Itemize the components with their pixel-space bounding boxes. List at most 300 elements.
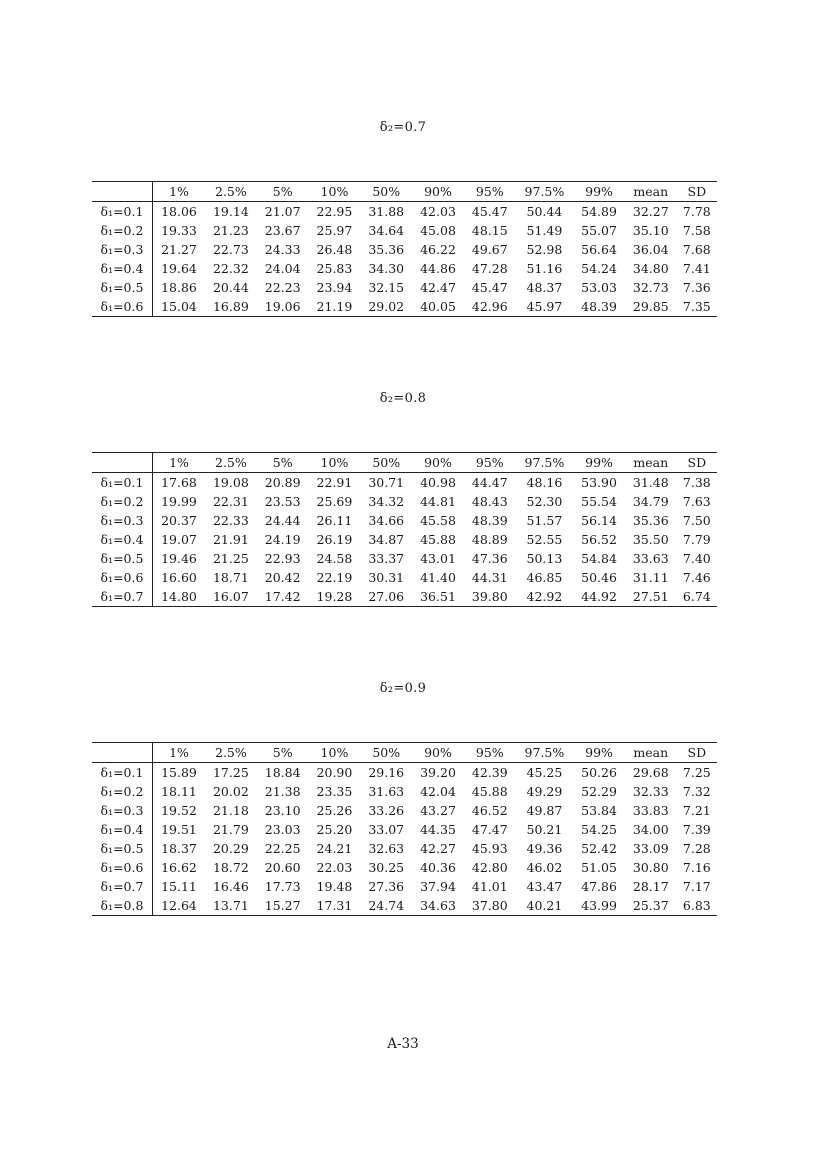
table-cell: 45.08	[420, 223, 456, 238]
table-cell: 48.15	[471, 223, 508, 238]
table-cell: 19.07	[161, 532, 197, 547]
row-label: δ₁=0.3	[92, 801, 153, 820]
table-cell: 31.63	[368, 784, 405, 799]
row-label: δ₁=0.1	[92, 763, 153, 783]
table-cell: 39.80	[471, 589, 508, 604]
table-cell: 56.52	[581, 532, 617, 547]
table-cell: 20.89	[264, 475, 301, 490]
table-cell: 7.68	[682, 242, 711, 257]
table-cell: 19.06	[264, 299, 301, 314]
row-label: δ₁=0.5	[92, 278, 153, 297]
table-cell: 22.19	[316, 570, 353, 585]
table-cell: 22.91	[316, 475, 353, 490]
header-cell: 97.5%	[524, 455, 565, 470]
table-cell: 47.36	[471, 551, 508, 566]
table-row	[92, 839, 717, 858]
table-cell: 29.16	[368, 765, 405, 780]
table-cell: 42.39	[471, 765, 508, 780]
section-title: δ₂=0.9	[379, 681, 427, 696]
table-cell: 52.55	[526, 532, 563, 547]
header-cell: mean	[633, 455, 669, 470]
header-cell: 90%	[424, 745, 452, 760]
table-cell: 7.46	[682, 570, 711, 585]
table-cell: 51.49	[526, 223, 563, 238]
table-cell: 51.57	[526, 513, 563, 528]
row-label: δ₁=0.2	[92, 492, 153, 511]
table-cell: 21.91	[212, 532, 249, 547]
row-label: δ₁=0.4	[92, 530, 153, 549]
header-cell: 50%	[372, 455, 401, 470]
row-label: δ₁=0.6	[92, 858, 153, 877]
table-cell: 40.36	[420, 860, 456, 875]
header-cell: 97.5%	[524, 184, 565, 199]
table-row	[92, 763, 717, 783]
table-cell: 32.63	[368, 841, 405, 856]
quantile-table	[92, 742, 717, 916]
quantile-table	[92, 181, 717, 317]
table-cell: 44.81	[420, 494, 456, 509]
table-cell: 22.93	[264, 551, 301, 566]
table-cell: 52.98	[526, 242, 563, 257]
section-title: δ₂=0.7	[379, 120, 427, 135]
row-label: δ₁=0.4	[92, 259, 153, 278]
table-cell: 34.80	[632, 261, 669, 276]
table-cell: 34.64	[368, 223, 405, 238]
table-cell: 50.44	[526, 204, 563, 219]
table-cell: 35.50	[632, 532, 669, 547]
table-cell: 54.25	[581, 822, 617, 837]
table-cell: 18.37	[161, 841, 197, 856]
row-label: δ₁=0.4	[92, 820, 153, 839]
table-row	[92, 896, 717, 916]
table-cell: 16.62	[161, 860, 197, 875]
header-cell: 97.5%	[524, 745, 565, 760]
table-cell: 42.80	[471, 860, 508, 875]
table-cell: 14.80	[161, 589, 197, 604]
table-cell: 49.87	[526, 803, 563, 818]
table-cell: 19.48	[316, 879, 353, 894]
row-label: δ₁=0.5	[92, 839, 153, 858]
table-cell: 46.02	[526, 860, 563, 875]
table-cell: 48.43	[471, 494, 508, 509]
table-cell: 47.28	[471, 261, 508, 276]
table-cell: 37.94	[420, 879, 456, 894]
table-cell: 49.67	[471, 242, 508, 257]
table-cell: 44.35	[420, 822, 456, 837]
table-cell: 45.47	[471, 204, 508, 219]
table-cell: 33.26	[368, 803, 405, 818]
table-cell: 45.25	[526, 765, 563, 780]
table-cell: 22.95	[316, 204, 353, 219]
header-cell: SD	[687, 455, 707, 470]
table-cell: 7.16	[682, 860, 711, 875]
table-cell: 30.31	[368, 570, 405, 585]
row-label: δ₁=0.6	[92, 297, 153, 317]
table-cell: 7.35	[682, 299, 711, 314]
table-cell: 7.39	[682, 822, 711, 837]
row-label: δ₁=0.3	[92, 240, 153, 259]
table-cell: 24.19	[264, 532, 301, 547]
table-cell: 7.32	[682, 784, 711, 799]
table-cell: 32.73	[632, 280, 669, 295]
table-cell: 50.13	[526, 551, 563, 566]
table-cell: 53.90	[581, 475, 617, 490]
table-cell: 50.21	[526, 822, 563, 837]
table-row	[92, 511, 717, 530]
table-cell: 31.11	[632, 570, 669, 585]
table-cell: 18.06	[161, 204, 197, 219]
table-cell: 51.16	[526, 261, 563, 276]
table-cell: 35.36	[368, 242, 405, 257]
header-cell: 90%	[424, 455, 452, 470]
header-cell: mean	[633, 184, 669, 199]
table-cell: 36.04	[632, 242, 669, 257]
table-cell: 19.28	[316, 589, 353, 604]
table-cell: 37.80	[471, 898, 508, 913]
table-cell: 23.94	[316, 280, 353, 295]
table-cell: 55.07	[581, 223, 617, 238]
table-cell: 53.03	[581, 280, 617, 295]
page-number: A-33	[387, 1036, 419, 1052]
table-row	[92, 221, 717, 240]
section-title: δ₂=0.8	[379, 391, 427, 406]
header-cell	[92, 743, 153, 763]
row-label: δ₁=0.2	[92, 782, 153, 801]
table-cell: 24.74	[368, 898, 405, 913]
table-cell: 30.25	[368, 860, 405, 875]
row-label: δ₁=0.6	[92, 568, 153, 587]
table-cell: 20.44	[212, 280, 249, 295]
header-cell: 5%	[272, 184, 293, 199]
table-cell: 56.14	[581, 513, 617, 528]
table-cell: 27.51	[632, 589, 669, 604]
table-cell: 21.27	[161, 242, 197, 257]
table-cell: 21.23	[212, 223, 249, 238]
table-cell: 7.36	[682, 280, 711, 295]
table-cell: 32.15	[368, 280, 405, 295]
table-cell: 25.37	[632, 898, 669, 913]
table-cell: 25.20	[316, 822, 353, 837]
table-cell: 20.37	[161, 513, 197, 528]
row-label: δ₁=0.1	[92, 202, 153, 222]
table-cell: 53.84	[581, 803, 617, 818]
table-cell: 7.63	[682, 494, 711, 509]
table-row	[92, 492, 717, 511]
table-cell: 31.48	[632, 475, 669, 490]
table-cell: 30.80	[632, 860, 669, 875]
table-cell: 54.84	[581, 551, 617, 566]
table-cell: 7.40	[682, 551, 711, 566]
table-cell: 17.31	[316, 898, 353, 913]
table-cell: 29.85	[632, 299, 669, 314]
table-cell: 24.21	[316, 841, 353, 856]
table-cell: 20.02	[212, 784, 249, 799]
table-cell: 20.60	[264, 860, 301, 875]
table-cell: 29.68	[632, 765, 669, 780]
header-cell: SD	[687, 184, 707, 199]
table-cell: 24.58	[316, 551, 353, 566]
table-cell: 25.26	[316, 803, 353, 818]
table-cell: 21.79	[212, 822, 249, 837]
table-cell: 48.16	[526, 475, 563, 490]
table-cell: 44.86	[420, 261, 456, 276]
table-cell: 7.58	[682, 223, 711, 238]
table-cell: 19.33	[161, 223, 197, 238]
table-cell: 43.27	[420, 803, 456, 818]
header-cell: 50%	[372, 184, 401, 199]
table-cell: 41.40	[420, 570, 456, 585]
table-cell: 24.04	[264, 261, 301, 276]
table-cell: 33.07	[368, 822, 405, 837]
table-cell: 46.85	[526, 570, 563, 585]
table-cell: 17.73	[264, 879, 301, 894]
table-cell: 34.79	[632, 494, 669, 509]
table-cell: 23.35	[316, 784, 353, 799]
table-cell: 24.33	[264, 242, 301, 257]
header-cell: 2.5%	[215, 184, 247, 199]
table-row	[92, 820, 717, 839]
table-cell: 12.64	[161, 898, 197, 913]
table-cell: 45.47	[471, 280, 508, 295]
table-cell: 43.47	[526, 879, 563, 894]
table-cell: 55.54	[581, 494, 617, 509]
table-cell: 41.01	[471, 879, 508, 894]
table-cell: 30.71	[368, 475, 405, 490]
row-label: δ₁=0.3	[92, 511, 153, 530]
table-cell: 40.21	[526, 898, 563, 913]
table-row	[92, 202, 717, 222]
table-cell: 42.27	[420, 841, 456, 856]
table-cell: 16.07	[212, 589, 249, 604]
header-cell: SD	[687, 745, 707, 760]
table-cell: 15.04	[161, 299, 197, 314]
table-cell: 21.19	[316, 299, 353, 314]
table-cell: 26.19	[316, 532, 353, 547]
table-cell: 7.79	[682, 532, 711, 547]
table-cell: 22.73	[212, 242, 249, 257]
table-cell: 16.60	[161, 570, 197, 585]
table-cell: 33.83	[632, 803, 669, 818]
table-cell: 43.01	[420, 551, 456, 566]
table-cell: 42.47	[420, 280, 456, 295]
header-cell: 2.5%	[215, 455, 247, 470]
table-cell: 45.58	[420, 513, 456, 528]
table-cell: 50.26	[581, 765, 617, 780]
header-cell: mean	[633, 745, 669, 760]
table-cell: 21.38	[264, 784, 301, 799]
table-cell: 23.03	[264, 822, 301, 837]
table-cell: 13.71	[212, 898, 249, 913]
table-cell: 19.52	[161, 803, 197, 818]
table-cell: 20.90	[316, 765, 353, 780]
header-cell: 10%	[320, 455, 349, 470]
table-cell: 35.36	[632, 513, 669, 528]
table-cell: 7.17	[682, 879, 711, 894]
header-cell: 99%	[585, 184, 613, 199]
table-cell: 43.99	[581, 898, 617, 913]
table-cell: 17.25	[212, 765, 249, 780]
header-cell	[92, 453, 153, 473]
table-row	[92, 530, 717, 549]
table-cell: 51.05	[581, 860, 617, 875]
table-cell: 7.25	[682, 765, 711, 780]
table-row	[92, 297, 717, 317]
table-cell: 7.41	[682, 261, 711, 276]
table-cell: 48.37	[526, 280, 563, 295]
table-cell: 27.36	[368, 879, 405, 894]
header-cell: 1%	[169, 745, 189, 760]
table-cell: 23.67	[264, 223, 301, 238]
table-cell: 52.30	[526, 494, 563, 509]
header-cell: 2.5%	[215, 745, 247, 760]
header-cell: 5%	[272, 745, 293, 760]
table-cell: 16.89	[212, 299, 249, 314]
table-cell: 21.25	[212, 551, 249, 566]
header-cell: 5%	[272, 455, 293, 470]
table-cell: 40.05	[420, 299, 456, 314]
table-cell: 35.10	[632, 223, 669, 238]
quantile-table	[92, 452, 717, 607]
table-cell: 45.88	[471, 784, 508, 799]
table-cell: 19.08	[212, 475, 249, 490]
table-cell: 7.78	[682, 204, 711, 219]
table-cell: 44.47	[471, 475, 508, 490]
table-cell: 42.03	[420, 204, 456, 219]
table-cell: 48.89	[471, 532, 508, 547]
row-label: δ₁=0.8	[92, 896, 153, 916]
table-cell: 19.46	[161, 551, 197, 566]
table-cell: 25.83	[316, 261, 353, 276]
table-cell: 19.64	[161, 261, 197, 276]
table-cell: 40.98	[420, 475, 456, 490]
table-row	[92, 782, 717, 801]
table-cell: 22.23	[264, 280, 301, 295]
table-row	[92, 259, 717, 278]
table-header-row	[92, 182, 717, 202]
table-cell: 33.09	[632, 841, 669, 856]
table-cell: 45.93	[471, 841, 508, 856]
table-cell: 22.33	[212, 513, 249, 528]
table-cell: 24.44	[264, 513, 301, 528]
table-row	[92, 473, 717, 493]
table-cell: 33.37	[368, 551, 405, 566]
table-cell: 47.47	[471, 822, 508, 837]
table-cell: 47.86	[581, 879, 617, 894]
table-cell: 54.24	[581, 261, 617, 276]
table-cell: 25.97	[316, 223, 353, 238]
table-cell: 45.88	[420, 532, 456, 547]
table-cell: 23.10	[264, 803, 301, 818]
table-cell: 34.87	[368, 532, 405, 547]
table-cell: 34.30	[368, 261, 405, 276]
table-cell: 7.38	[682, 475, 711, 490]
table-cell: 34.00	[632, 822, 669, 837]
table-row	[92, 278, 717, 297]
header-cell: 10%	[320, 745, 349, 760]
header-cell: 90%	[424, 184, 452, 199]
table-cell: 48.39	[471, 513, 508, 528]
table-cell: 31.88	[368, 204, 405, 219]
table-cell: 49.36	[526, 841, 563, 856]
table-cell: 39.20	[420, 765, 456, 780]
table-cell: 7.21	[682, 803, 711, 818]
header-cell	[92, 182, 153, 202]
table-cell: 26.11	[316, 513, 353, 528]
table-cell: 15.27	[264, 898, 301, 913]
table-cell: 46.52	[471, 803, 508, 818]
table-cell: 6.83	[682, 898, 711, 913]
table-cell: 22.32	[212, 261, 249, 276]
table-cell: 18.11	[161, 784, 197, 799]
table-cell: 48.39	[581, 299, 617, 314]
table-cell: 22.31	[212, 494, 249, 509]
table-cell: 28.17	[632, 879, 669, 894]
table-cell: 32.27	[632, 204, 669, 219]
row-label: δ₁=0.7	[92, 587, 153, 607]
header-cell: 50%	[372, 745, 401, 760]
table-cell: 20.42	[264, 570, 301, 585]
table-row	[92, 801, 717, 820]
row-label: δ₁=0.7	[92, 877, 153, 896]
table-cell: 42.92	[526, 589, 563, 604]
header-cell: 99%	[585, 745, 613, 760]
table-cell: 45.97	[526, 299, 563, 314]
header-cell: 95%	[475, 745, 504, 760]
table-row	[92, 587, 717, 607]
table-row	[92, 549, 717, 568]
table-cell: 46.22	[420, 242, 456, 257]
row-label: δ₁=0.2	[92, 221, 153, 240]
table-cell: 25.69	[316, 494, 353, 509]
table-cell: 18.72	[212, 860, 249, 875]
table-cell: 15.11	[161, 879, 197, 894]
table-cell: 17.68	[161, 475, 197, 490]
table-cell: 49.29	[526, 784, 563, 799]
table-cell: 34.32	[368, 494, 405, 509]
table-cell: 36.51	[420, 589, 456, 604]
table-cell: 6.74	[682, 589, 711, 604]
table-cell: 42.96	[471, 299, 508, 314]
table-cell: 18.86	[161, 280, 197, 295]
table-cell: 22.03	[316, 860, 353, 875]
row-label: δ₁=0.5	[92, 549, 153, 568]
table-cell: 20.29	[212, 841, 249, 856]
table-cell: 52.29	[581, 784, 617, 799]
table-cell: 52.42	[581, 841, 617, 856]
table-header-row	[92, 453, 717, 473]
table-cell: 32.33	[632, 784, 669, 799]
table-cell: 7.28	[682, 841, 711, 856]
table-cell: 56.64	[581, 242, 617, 257]
table-cell: 19.51	[161, 822, 197, 837]
table-cell: 22.25	[264, 841, 301, 856]
header-cell: 95%	[475, 455, 504, 470]
table-cell: 21.18	[212, 803, 249, 818]
table-cell: 44.92	[581, 589, 617, 604]
table-cell: 54.89	[581, 204, 617, 219]
table-cell: 26.48	[316, 242, 353, 257]
table-cell: 18.71	[212, 570, 249, 585]
header-cell: 10%	[320, 184, 349, 199]
table-header-row	[92, 743, 717, 763]
table-row	[92, 240, 717, 259]
table-cell: 33.63	[632, 551, 669, 566]
table-row	[92, 877, 717, 896]
table-cell: 16.46	[212, 879, 249, 894]
table-row	[92, 858, 717, 877]
table-cell: 50.46	[581, 570, 617, 585]
table-cell: 18.84	[264, 765, 301, 780]
